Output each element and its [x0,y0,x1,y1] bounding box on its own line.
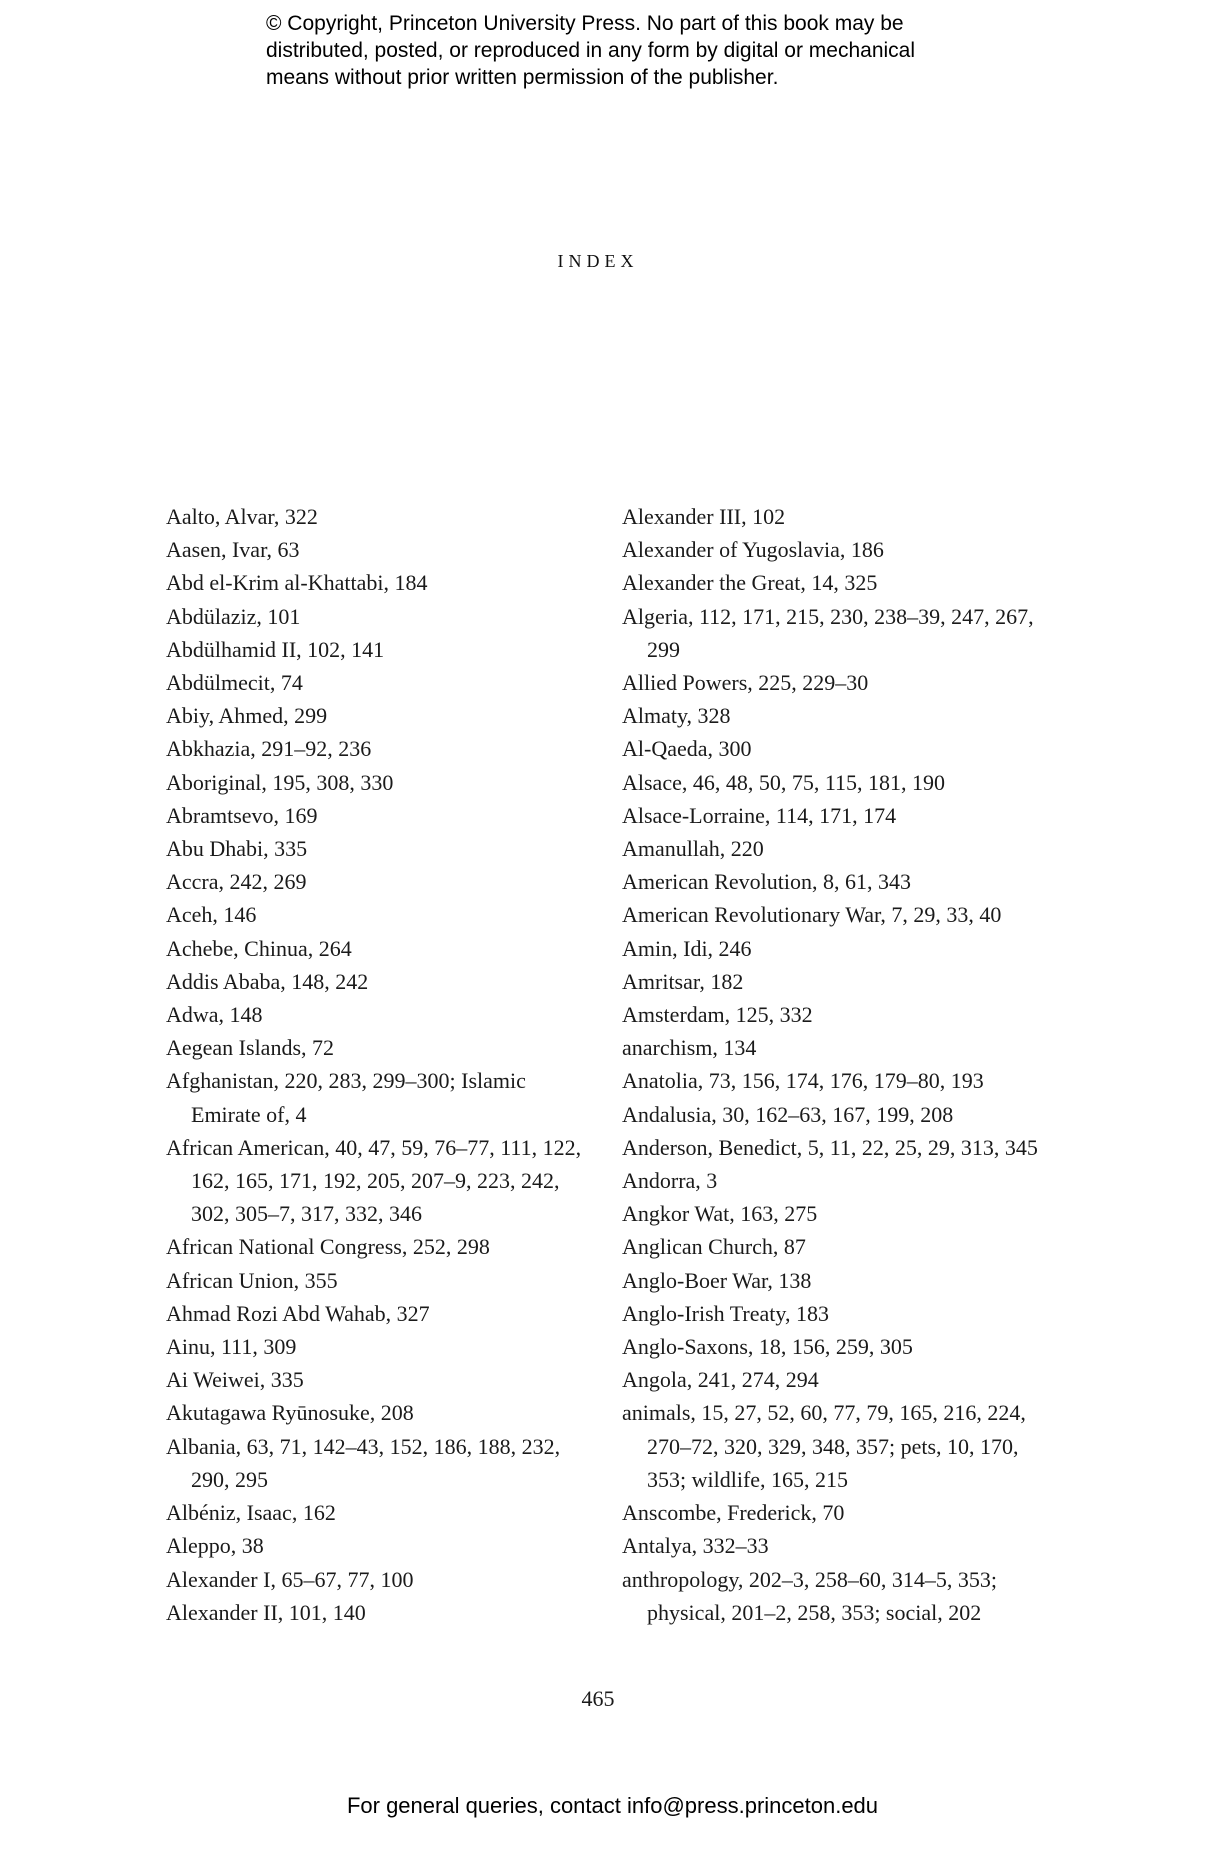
index-entry: Almaty, 328 [622,703,731,729]
index-entry: Aasen, Ivar, 63 [166,537,300,563]
index-entry: Akutagawa Ryūnosuke, 208 [166,1400,414,1426]
index-entry: Achebe, Chinua, 264 [166,935,352,961]
index-entry: Angola, 241, 274, 294 [622,1367,819,1393]
index-entry: Aboriginal, 195, 308, 330 [166,769,394,795]
index-entry: Alexander I, 65–67, 77, 100 [166,1566,414,1592]
index-entry: Abdülhamid II, 102, 141 [166,636,385,662]
index-entry: Addis Ababa, 148, 242 [166,968,369,994]
index-entry: Anatolia, 73, 156, 174, 176, 179–80, 193 [622,1068,984,1094]
index-entry: Albania, 63, 71, 142–43, 152, 186, 188, 232, 290, 295 [166,1433,561,1492]
index-entry: anarchism, 134 [622,1035,757,1061]
index-entry: Abramtsevo, 169 [166,802,318,828]
index-entry: African National Congress, 252, 298 [166,1234,490,1260]
index-entry: Amritsar, 182 [622,968,744,994]
footer-contact: For general queries, contact info@press.princeton.edu [346,1793,879,1818]
index-entry: Angkor Wat, 163, 275 [622,1201,818,1227]
index-entry: American Revolutionary War, 7, 29, 33, 40 [622,902,1002,928]
index-entry: Al-Qaeda, 300 [622,736,752,762]
index-entry: African American, 40, 47, 59, 76–77, 111, 122, 162, 165, 171, 192, 205, 207–9, 223, 242, 302, 305–7, 317, 332, 346 [166,1134,582,1227]
index-entry: Anglo-Saxons, 18, 156, 259, 305 [622,1334,913,1360]
index-entry: Alexander the Great, 14, 325 [622,570,878,596]
index-entry: Aleppo, 38 [166,1533,264,1559]
index-entry: Anscombe, Frederick, 70 [622,1500,845,1526]
index-entry: Abkhazia, 291–92, 236 [166,736,372,762]
index-entry: Alsace, 46, 48, 50, 75, 115, 181, 190 [622,769,946,795]
page-title: index [557,246,639,273]
copyright-line: means without prior written permission of the publisher. [266,66,779,89]
index-entry: Abu Dhabi, 335 [166,836,308,862]
copyright-line: distributed, posted, or reproduced in any form by digital or mechanical [266,39,916,62]
index-entry: Abdülaziz, 101 [166,603,301,629]
index-entry: Ainu, 111, 309 [166,1334,297,1360]
index-entry: Abiy, Ahmed, 299 [166,703,328,729]
index-entry: Aalto, Alvar, 322 [166,504,318,529]
index-entry: Ahmad Rozi Abd Wahab, 327 [166,1300,430,1326]
index-entry: Amsterdam, 125, 332 [622,1002,813,1028]
index-entry: Amanullah, 220 [622,836,764,862]
index-entry: anthropology, 202–3, 258–60, 314–5, 353; physical, 201–2, 258, 353; social, 202 [622,1566,997,1625]
index-entry: Aceh, 146 [166,902,257,928]
copyright-notice [266,10,1026,91]
index-entry: Allied Powers, 225, 229–30 [622,670,869,696]
index-entry: animals, 15, 27, 52, 60, 77, 79, 165, 216, 224, 270–72, 320, 329, 348, 357; pets, 10, 170, 353; wildlife, 165, 215 [622,1400,1026,1492]
index-entry: Antalya, 332–33 [622,1533,769,1559]
index-entry: Accra, 242, 269 [166,869,307,895]
index-entry: Andalusia, 30, 162–63, 167, 199, 208 [622,1101,954,1127]
index-entry: Anglican Church, 87 [622,1234,806,1260]
index-entry: Anglo-Irish Treaty, 183 [622,1300,829,1326]
index-entry: Abdülmecit, 74 [166,670,303,696]
index-entry: Ai Weiwei, 335 [166,1367,304,1393]
index-entry: Alexander of Yugoslavia, 186 [622,537,884,563]
index-entry: Adwa, 148 [166,1002,263,1028]
index-entry: African Union, 355 [166,1267,338,1293]
index-entry: Anderson, Benedict, 5, 11, 22, 25, 29, 313, 345 [622,1134,1038,1160]
index-entry: Andorra, 3 [622,1168,718,1194]
index-entry: American Revolution, 8, 61, 343 [622,869,912,895]
index-entry: Albéniz, Isaac, 162 [166,1500,336,1526]
index-entry: Alexander II, 101, 140 [166,1599,366,1625]
page-number: 465 [581,1686,615,1711]
index-entry: Aegean Islands, 72 [166,1035,335,1061]
index-entry: Alexander III, 102 [622,504,786,529]
index-entry: Afghanistan, 220, 283, 299–300; Islamic Emirate of, 4 [166,1068,526,1127]
index-entry: Anglo-Boer War, 138 [622,1267,812,1293]
copyright-line: © Copyright, Princeton University Press. No part of this book may be [266,12,904,35]
index-entry: Alsace-Lorraine, 114, 171, 174 [622,802,897,828]
index-entry: Algeria, 112, 171, 215, 230, 238–39, 247, 267, 299 [622,603,1034,662]
index-entry: Abd el-Krim al-Khattabi, 184 [166,570,428,596]
index-column-right [622,500,1042,1629]
index-column-left [166,500,596,1629]
index-entry: Amin, Idi, 246 [622,935,752,961]
